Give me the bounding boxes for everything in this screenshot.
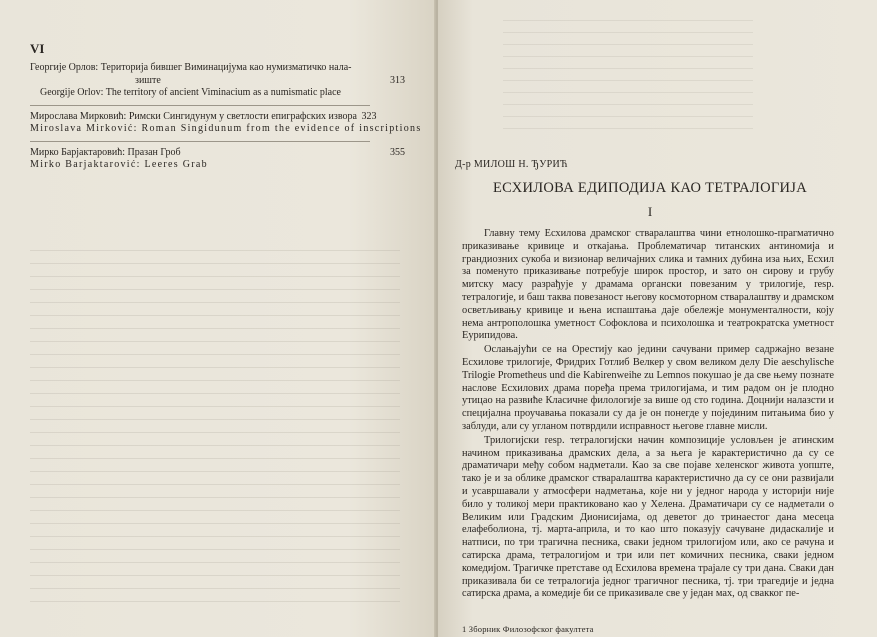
page-footer: 1 Зборник Филозофског факултета	[462, 624, 594, 634]
toc-entry	[30, 146, 405, 172]
article-body	[462, 228, 834, 602]
toc-entry-translation: Georgije Orlov: The territory of ancient Viminacium as a numismatic place 313	[40, 75, 405, 98]
toc-entry-translation: Mirko Barjaktarović: Leeres Grab	[30, 159, 208, 170]
paragraph: Ослањајући се на Орестију као једини сачувани пример садржајно везане Есхилове трилогије, Фридрих Готлиб Велкер у свом великом делу Die aeschylische Trilogie Prometheus und die Kabirenweihe zu Lemnos покушао је да све њему познате наслове Есхилових драма поређа према трилогијама, и тим радом он је плодно утицао на развиће Класичне филологије за више од сто година. Доцнији налазсти и специјална проучавања показали су да је он понегде у појединим питањима био у заблуди, али су угланом потврдили исправност његове главне мисли.	[462, 344, 834, 432]
page-number: VI	[30, 41, 45, 56]
section-heading: I	[647, 204, 653, 219]
paragraph: Главну тему Есхилова драмског стваралаштва чини етнолошко-прагматично приказивање кривице и откајања. Проблематичар титанских антиномија и грандиозних сукоба и визионар величајних слика и тамних дубина иза њих, Есхил за поменуто приказивање потребује широк простор, и зато он сирову и грубу митску масу разрађује у драмама органски повезаним у трилогије, resp. тетралогије, и баш таква повезаност његову космоторном стваралаштву и драмском осветљивању кривице и њена испаштања даје обележје монументалности, коју нема антрополошка уметност Софоклова и психолошка и театрократска уметност Еурипидова.	[462, 228, 834, 342]
toc-entry-page: 313	[390, 75, 405, 86]
toc-entry-title: Георгије Орлов: Територија бившег Виминацијума као нумизматичко нала-	[30, 62, 352, 73]
divider	[30, 105, 370, 106]
toc-entry-title-continued: зиште	[135, 74, 161, 86]
table-of-contents	[30, 62, 422, 172]
article-title: ЕСХИЛОВА ЕДИПОДИЈА КАО ТЕТРАЛОГИЈА	[492, 180, 808, 196]
toc-entry-title: Мирко Барјактаровић: Празан Гроб 355	[30, 146, 405, 158]
toc-entry-page: 323	[361, 110, 377, 122]
toc-entry	[30, 62, 405, 100]
toc-entry-title: Мирослава Мирковић: Римски Сингидунум у светлости епиграфских извора 323	[30, 110, 377, 122]
bleed-through-texture	[30, 250, 400, 610]
bleed-through-texture	[503, 20, 753, 130]
toc-entry-translation: Miroslava Mirković: Roman Singidunum from the evidence of inscriptions	[30, 123, 422, 134]
paragraph: Трилогијски resp. тетралогијски начин композиције условљен је атинским начином приказивања драмских дела, а за њега је карактеристично да су се драматичари међу собом надметали. Као за све појаве хеленског живота уопште, тако је и за облике драмског стваралаштва карактеристично да су се они развијали и усавршавали у атмосфери надметања, које ни у једног народа у историји није било у толикој мери практиковано као у Хелена. Драматичари су се надметали о Великим или Градским Дионисијама, од деветог до тринаестог дана месеца елафеболиона, тј. марта-априла, и то као што показују сачуване дидаскалије и натписи, по три трагична песника, сваки једном трилогијом или, ако се рачуна и сатирска драма, тетралогијом и три или пет комичних песника, сваки једном комедијом. Трагичке претставе од Есхилова времена трајале су три дана. Сваки дан приказивала би се тетралогија једног трагичног песника, тј. три трагедије и једна сатирска драма, а комедије би се приказивале све у један мах, од свакког пе-	[462, 434, 834, 600]
toc-entry	[30, 110, 422, 136]
article-author: Д-р МИЛОШ Н. ЂУРИЋ	[455, 159, 568, 170]
toc-entry-page: 355	[390, 146, 405, 158]
divider	[30, 141, 370, 142]
left-page	[0, 0, 436, 637]
